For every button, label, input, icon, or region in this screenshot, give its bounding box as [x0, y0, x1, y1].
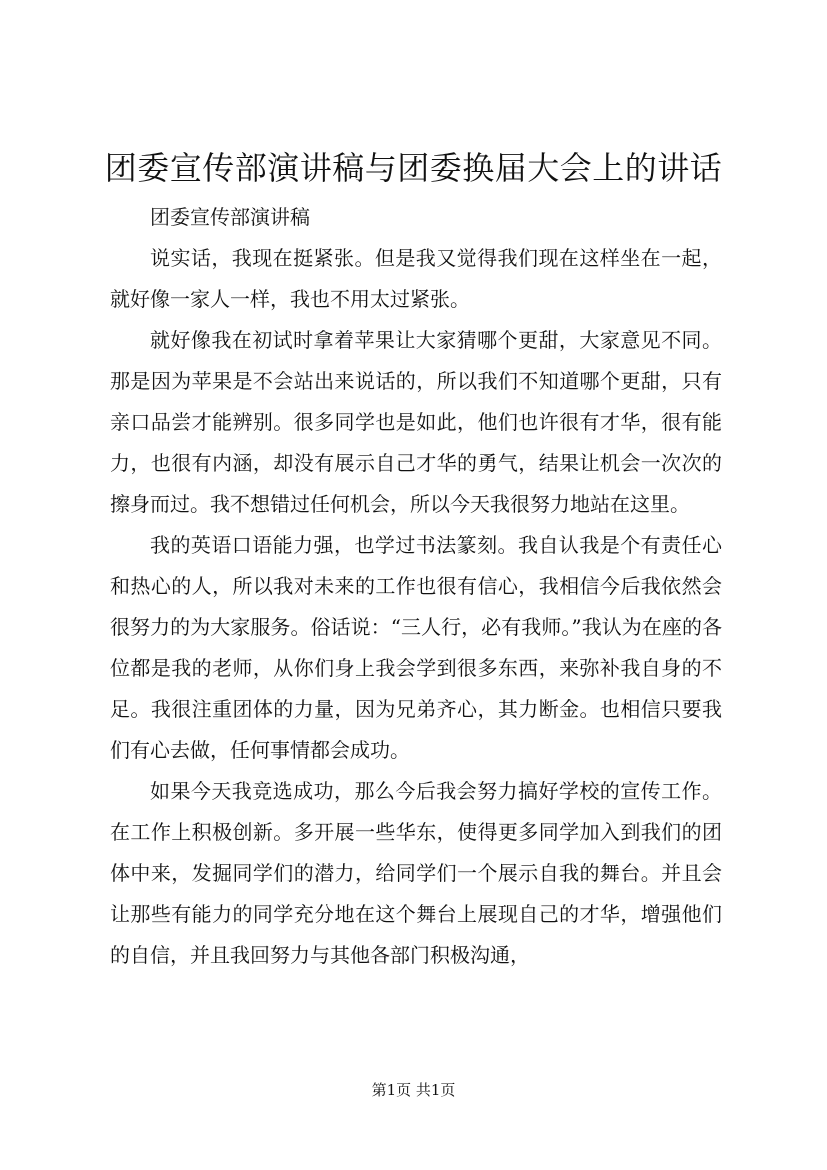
paragraph-3: 我的英语口语能力强，也学过书法篆刻。我自认我是个有责任心和热心的人，所以我对未来的工作也很有信心，我相信今后我依然会很努力的为大家服务。俗话说：“三人行，必有我师。”我认为在座的各位都是我的老师，从你们身上我会学到很多东西，来弥补我自身的不足。我很注重团体的力量，因为兄弟齐心，其力断金。也相信只要我们有心去做，任何事情都会成功。: [110, 533, 722, 762]
document-body: [110, 197, 722, 976]
document-subtitle: 团委宣传部演讲稿: [150, 205, 310, 229]
paragraph-1: 说实话，我现在挺紧张。但是我又觉得我们现在这样坐在一起，就好像一家人一样，我也不用太过紧张。: [110, 246, 722, 311]
paragraph-2: 就好像我在初试时拿着苹果让大家猜哪个更甜，大家意见不同。那是因为苹果是不会站出来说话的，所以我们不知道哪个更甜，只有亲口品尝才能辨别。很多同学也是如此，他们也许很有才华，很有能力，也很有内涵，却没有展示自己才华的勇气，结果让机会一次次的擦身而过。我不想错过任何机会，所以今天我很努力地站在这里。: [110, 328, 722, 516]
page-footer: 第1页 共1页: [371, 1081, 456, 1099]
document-title: 团委宣传部演讲稿与团委换届大会上的讲话: [104, 149, 723, 187]
paragraph-4: 如果今天我竞选成功，那么今后我会努力搞好学校的宣传工作。在工作上积极创新。多开展一些华东，使得更多同学加入到我们的团体中来，发掘同学们的潜力，给同学们一个展示自我的舞台。并且会让那些有能力的同学充分地在这个舞台上展现自己的才华，增强他们的自信，并且我回努力与其他各部门积极沟通，: [110, 779, 722, 967]
